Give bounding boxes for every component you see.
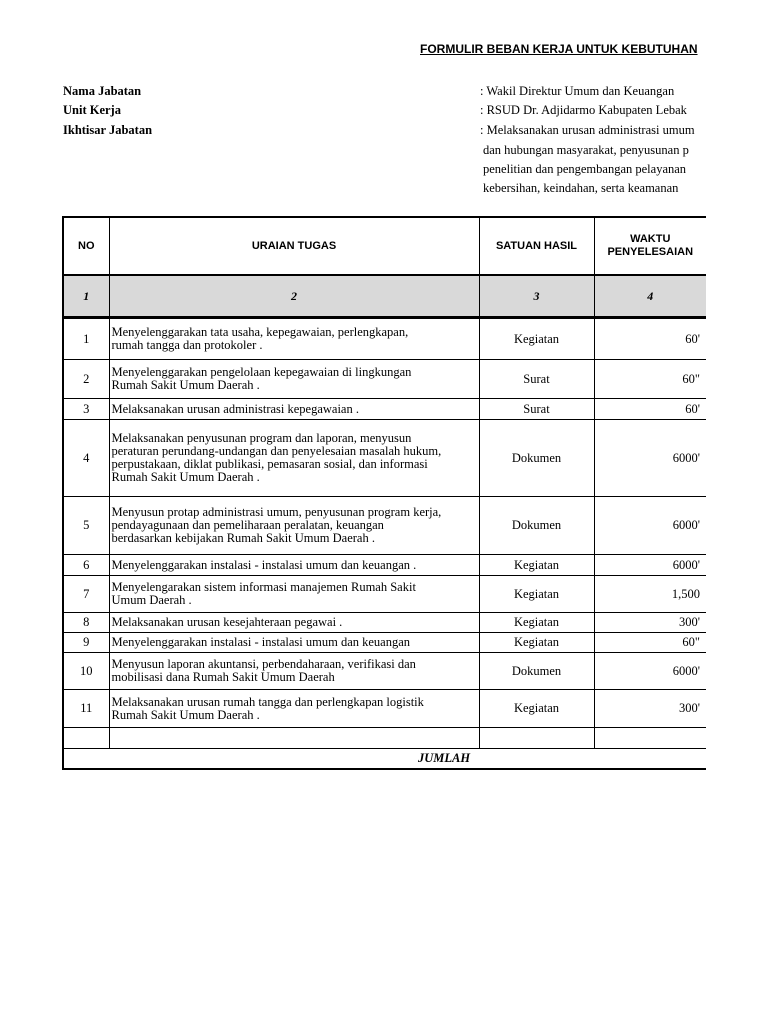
table-header-row — [63, 217, 706, 275]
task-description — [109, 555, 479, 576]
column-index-row — [63, 275, 706, 317]
index-cell: 2 — [109, 275, 479, 317]
task-line: perpustakaan, diklat publikasi, pemasaran sosial, dan informasi — [111, 457, 428, 471]
waktu-penyelesaian: 60" — [594, 360, 706, 399]
index-cell: 4 — [594, 275, 706, 317]
task-line: Menyelenggarakan instalasi - instalasi umum dan keuangan — [111, 635, 411, 649]
task-description — [109, 319, 479, 360]
row-number: 11 — [63, 690, 109, 728]
task-description — [109, 497, 479, 555]
header-waktu-line: WAKTU — [630, 233, 671, 245]
task-line: Rumah Sakit Umum Daerah . — [111, 707, 260, 722]
task-line: Menyelenggarakan tata usaha, kepegawaian, perlengkapan, — [111, 325, 409, 339]
task-line: Melaksanakan urusan administrasi kepegawaian . — [111, 401, 359, 416]
row-number: 4 — [63, 420, 109, 497]
satuan-hasil: Surat — [479, 360, 594, 399]
nama-jabatan-value: : Wakil Direktur Umum dan Keuangan — [480, 84, 675, 98]
task-description — [109, 576, 479, 613]
unit-kerja-value: : RSUD Dr. Adjidarmo Kabupaten Lebak — [480, 103, 687, 117]
task-line: Melaksanakan urusan kesejahteraan pegawai . — [111, 615, 343, 629]
waktu-penyelesaian: 6000' — [594, 420, 706, 497]
satuan-hasil: Surat — [479, 399, 594, 420]
waktu-penyelesaian: 300' — [594, 613, 706, 633]
empty-row — [63, 728, 706, 749]
task-line: Melaksanakan penyusunan program dan laporan, menyusun — [111, 431, 412, 445]
task-line: Menyelenggarakan instalasi - instalasi umum dan keuangan . — [111, 557, 417, 572]
waktu-penyelesaian: 60' — [594, 319, 706, 360]
nama-jabatan-label: Nama Jabatan — [63, 84, 142, 98]
task-description — [109, 360, 479, 399]
task-line: pendayagunaan dan pemeliharaan peralatan, keuangan — [111, 518, 384, 532]
waktu-penyelesaian: 300' — [594, 690, 706, 728]
task-line: peraturan perundang-undangan dan penyelesaian masalah hukum, — [111, 444, 442, 458]
task-description — [109, 613, 479, 633]
row-number: 9 — [63, 633, 109, 653]
table-row — [63, 399, 706, 420]
ikhtisar-line: penelitian dan pengembangan pelayanan — [483, 162, 687, 176]
row-number: 10 — [63, 653, 109, 690]
task-line: Rumah Sakit Umum Daerah . — [111, 470, 260, 484]
table-row — [63, 497, 706, 555]
index-cell: 3 — [479, 275, 594, 317]
satuan-hasil: Kegiatan — [479, 613, 594, 633]
task-line: berdasarkan kebijakan Rumah Sakit Umum Daerah . — [111, 531, 375, 545]
satuan-hasil: Dokumen — [479, 420, 594, 497]
waktu-penyelesaian: 6000' — [594, 555, 706, 576]
unit-kerja-label: Unit Kerja — [63, 103, 121, 117]
index-cell: 1 — [63, 275, 109, 317]
row-number: 1 — [63, 319, 109, 360]
row-number: 5 — [63, 497, 109, 555]
table-row — [63, 360, 706, 399]
header-satuan-hasil: SATUAN HASIL — [479, 217, 594, 275]
satuan-hasil: Kegiatan — [479, 555, 594, 576]
jumlah-row — [63, 749, 706, 769]
task-description — [109, 420, 479, 497]
table-row — [63, 576, 706, 613]
satuan-hasil: Dokumen — [479, 497, 594, 555]
table-row — [63, 653, 706, 690]
row-number: 7 — [63, 576, 109, 613]
satuan-hasil: Kegiatan — [479, 576, 594, 613]
task-line: Menyelenggarakan pengelolaan kepegawaian di lingkungan — [111, 365, 412, 379]
table-row — [63, 633, 706, 653]
satuan-hasil: Kegiatan — [479, 319, 594, 360]
table-row — [63, 690, 706, 728]
header-no: NO — [63, 217, 109, 275]
task-description — [109, 399, 479, 420]
task-line: Menyusun protap administrasi umum, penyusunan program kerja, — [111, 505, 442, 519]
table-row — [63, 420, 706, 497]
ikhtisar-line: kebersihan, keindahan, serta keamanan — [483, 181, 679, 195]
row-number: 6 — [63, 555, 109, 576]
row-number: 8 — [63, 613, 109, 633]
waktu-penyelesaian: 60" — [594, 633, 706, 653]
workload-table — [62, 216, 706, 770]
satuan-hasil: Kegiatan — [479, 690, 594, 728]
task-line: mobilisasi dana Rumah Sakit Umum Daerah — [111, 670, 335, 684]
header-uraian-tugas: URAIAN TUGAS — [109, 217, 479, 275]
task-line: Menyusun laporan akuntansi, perbendaharaan, verifikasi dan — [111, 657, 416, 671]
task-line: rumah tangga dan protokoler . — [111, 338, 263, 352]
task-line: Menyelengarakan sistem informasi manajemen Rumah Sakit — [111, 580, 416, 594]
header-waktu-line: PENYELESAIAN — [607, 246, 694, 258]
task-description — [109, 690, 479, 728]
task-line: Melaksanakan urusan rumah tangga dan perlengkapan logistik — [111, 694, 424, 709]
waktu-penyelesaian: 60' — [594, 399, 706, 420]
task-description — [109, 633, 479, 653]
waktu-penyelesaian: 1,500 — [594, 576, 706, 613]
ikhtisar-line: : Melaksanakan urusan administrasi umum — [480, 123, 695, 137]
waktu-penyelesaian: 6000' — [594, 653, 706, 690]
satuan-hasil: Dokumen — [479, 653, 594, 690]
jumlah-label: JUMLAH — [63, 749, 706, 769]
table-row — [63, 555, 706, 576]
task-line: Rumah Sakit Umum Daerah . — [111, 378, 260, 392]
table-row — [63, 319, 706, 360]
form-title: FORMULIR BEBAN KERJA UNTUK KEBUTUHAN — [420, 42, 698, 56]
waktu-penyelesaian: 6000' — [594, 497, 706, 555]
task-description — [109, 653, 479, 690]
row-number: 3 — [63, 399, 109, 420]
row-number: 2 — [63, 360, 109, 399]
task-line: Umum Daerah . — [111, 593, 192, 607]
satuan-hasil: Kegiatan — [479, 633, 594, 653]
ikhtisar-jabatan-label: Ikhtisar Jabatan — [63, 123, 153, 137]
ikhtisar-line: dan hubungan masyarakat, penyusunan p — [483, 143, 689, 157]
header-waktu-penyelesaian — [594, 217, 706, 275]
table-row — [63, 613, 706, 633]
